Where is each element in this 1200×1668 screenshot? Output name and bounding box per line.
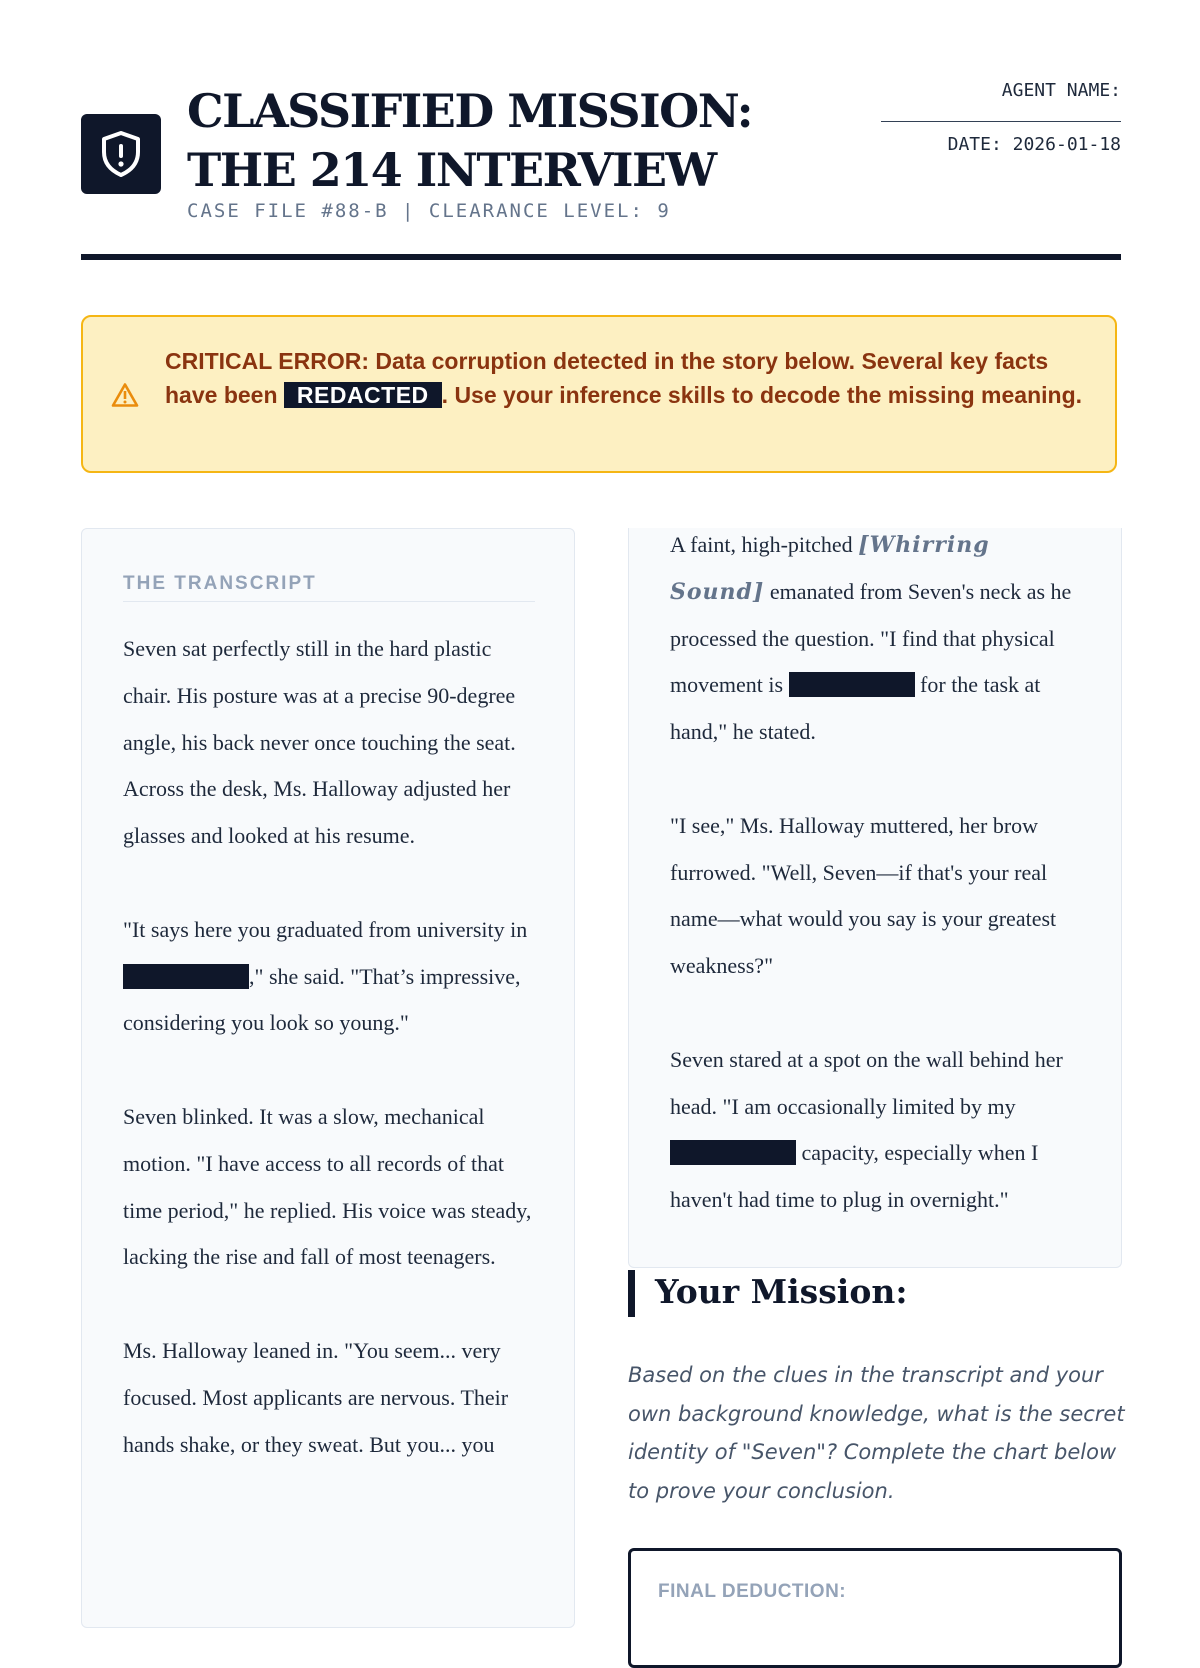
redacted-bar xyxy=(670,1140,796,1165)
final-deduction-label: FINAL DEDUCTION: xyxy=(658,1581,847,1602)
mission-accent-bar xyxy=(628,1270,635,1317)
transcript-body xyxy=(123,626,541,1515)
transcript-card xyxy=(81,528,575,1628)
transcript-paragraph: "I see," Ms. Halloway muttered, her brow furrowed. "Well, Seven—if that's your real name—what would you say is your greatest weakness?" xyxy=(670,812,1057,979)
agent-name-label: AGENT NAME: xyxy=(1001,80,1121,101)
warning-triangle-icon xyxy=(111,382,139,408)
date-label: DATE: 2026-01-18 xyxy=(947,134,1121,155)
alert-message xyxy=(165,344,1085,412)
transcript-body-continued xyxy=(670,522,1088,1271)
critical-error-alert xyxy=(81,315,1117,473)
paragraph-text: capacity, especially when I haven't had time to plug in overnight." xyxy=(670,1140,1039,1213)
transcript-paragraph: Seven blinked. It was a slow, mechanical motion. "I have access to all records of that time period," he replied. His voice was steady, lacking the rise and fall of most teenagers. xyxy=(123,1103,532,1270)
agent-info xyxy=(881,80,1121,155)
alert-text-after: . Use your inference skills to decode the missing meaning. xyxy=(441,382,1083,408)
transcript-card-continued xyxy=(628,528,1122,1268)
page-header xyxy=(81,70,1121,260)
paragraph-text: ," she said. "That’s impressive, considering you look so young." xyxy=(123,963,521,1036)
redacted-bar xyxy=(123,964,249,989)
paragraph-text: "It says here you graduated from university in xyxy=(123,916,528,942)
transcript-paragraph: Ms. Halloway leaned in. "You seem... very focused. Most applicants are nervous. Their hands shake, or they sweat. But you... you xyxy=(123,1337,509,1457)
agent-name-line[interactable] xyxy=(881,121,1121,122)
transcript-paragraph xyxy=(670,522,1088,756)
mission-title: Your Mission: xyxy=(655,1272,908,1311)
sound-effect: [Whirring Sound] xyxy=(670,532,990,605)
paragraph-text: A faint, high-pitched xyxy=(670,532,859,557)
transcript-paragraph xyxy=(670,1037,1088,1224)
paragraph-text: for the task at hand," he stated. xyxy=(670,672,1041,745)
transcript-paragraph xyxy=(123,907,541,1047)
transcript-paragraph: Seven sat perfectly still in the hard plastic chair. His posture was at a precise 90-degree angle, his back never once touching the seat. Across the desk, Ms. Halloway adjusted her glasses and looked at his resume. xyxy=(123,636,516,849)
final-deduction-box[interactable] xyxy=(628,1548,1122,1668)
paragraph-text: emanated from Seven's neck as he processed the question. "I find that physical movement is xyxy=(670,578,1072,698)
page-title: CLASSIFIED MISSION: THE 214 INTERVIEW xyxy=(187,84,753,197)
redacted-bar xyxy=(789,672,915,697)
mission-instructions: Based on the clues in the transcript and your own background knowledge, what is the secret identity of "Seven"? Complete the chart below to prove your conclusion. xyxy=(628,1363,1125,1503)
redacted-tag: REDACTED xyxy=(284,382,442,408)
case-file-subtitle: CASE FILE #88-B | CLEARANCE LEVEL: 9 xyxy=(187,200,671,222)
alert-text-before: CRITICAL ERROR: Data corruption detected in the story below. Several key facts have been xyxy=(165,348,1049,408)
paragraph-text: Seven stared at a spot on the wall behind her head. "I am occasionally limited by my xyxy=(670,1046,1063,1119)
shield-alert-icon xyxy=(81,114,161,194)
header-divider xyxy=(81,254,1121,260)
transcript-label: THE TRANSCRIPT xyxy=(123,573,535,602)
